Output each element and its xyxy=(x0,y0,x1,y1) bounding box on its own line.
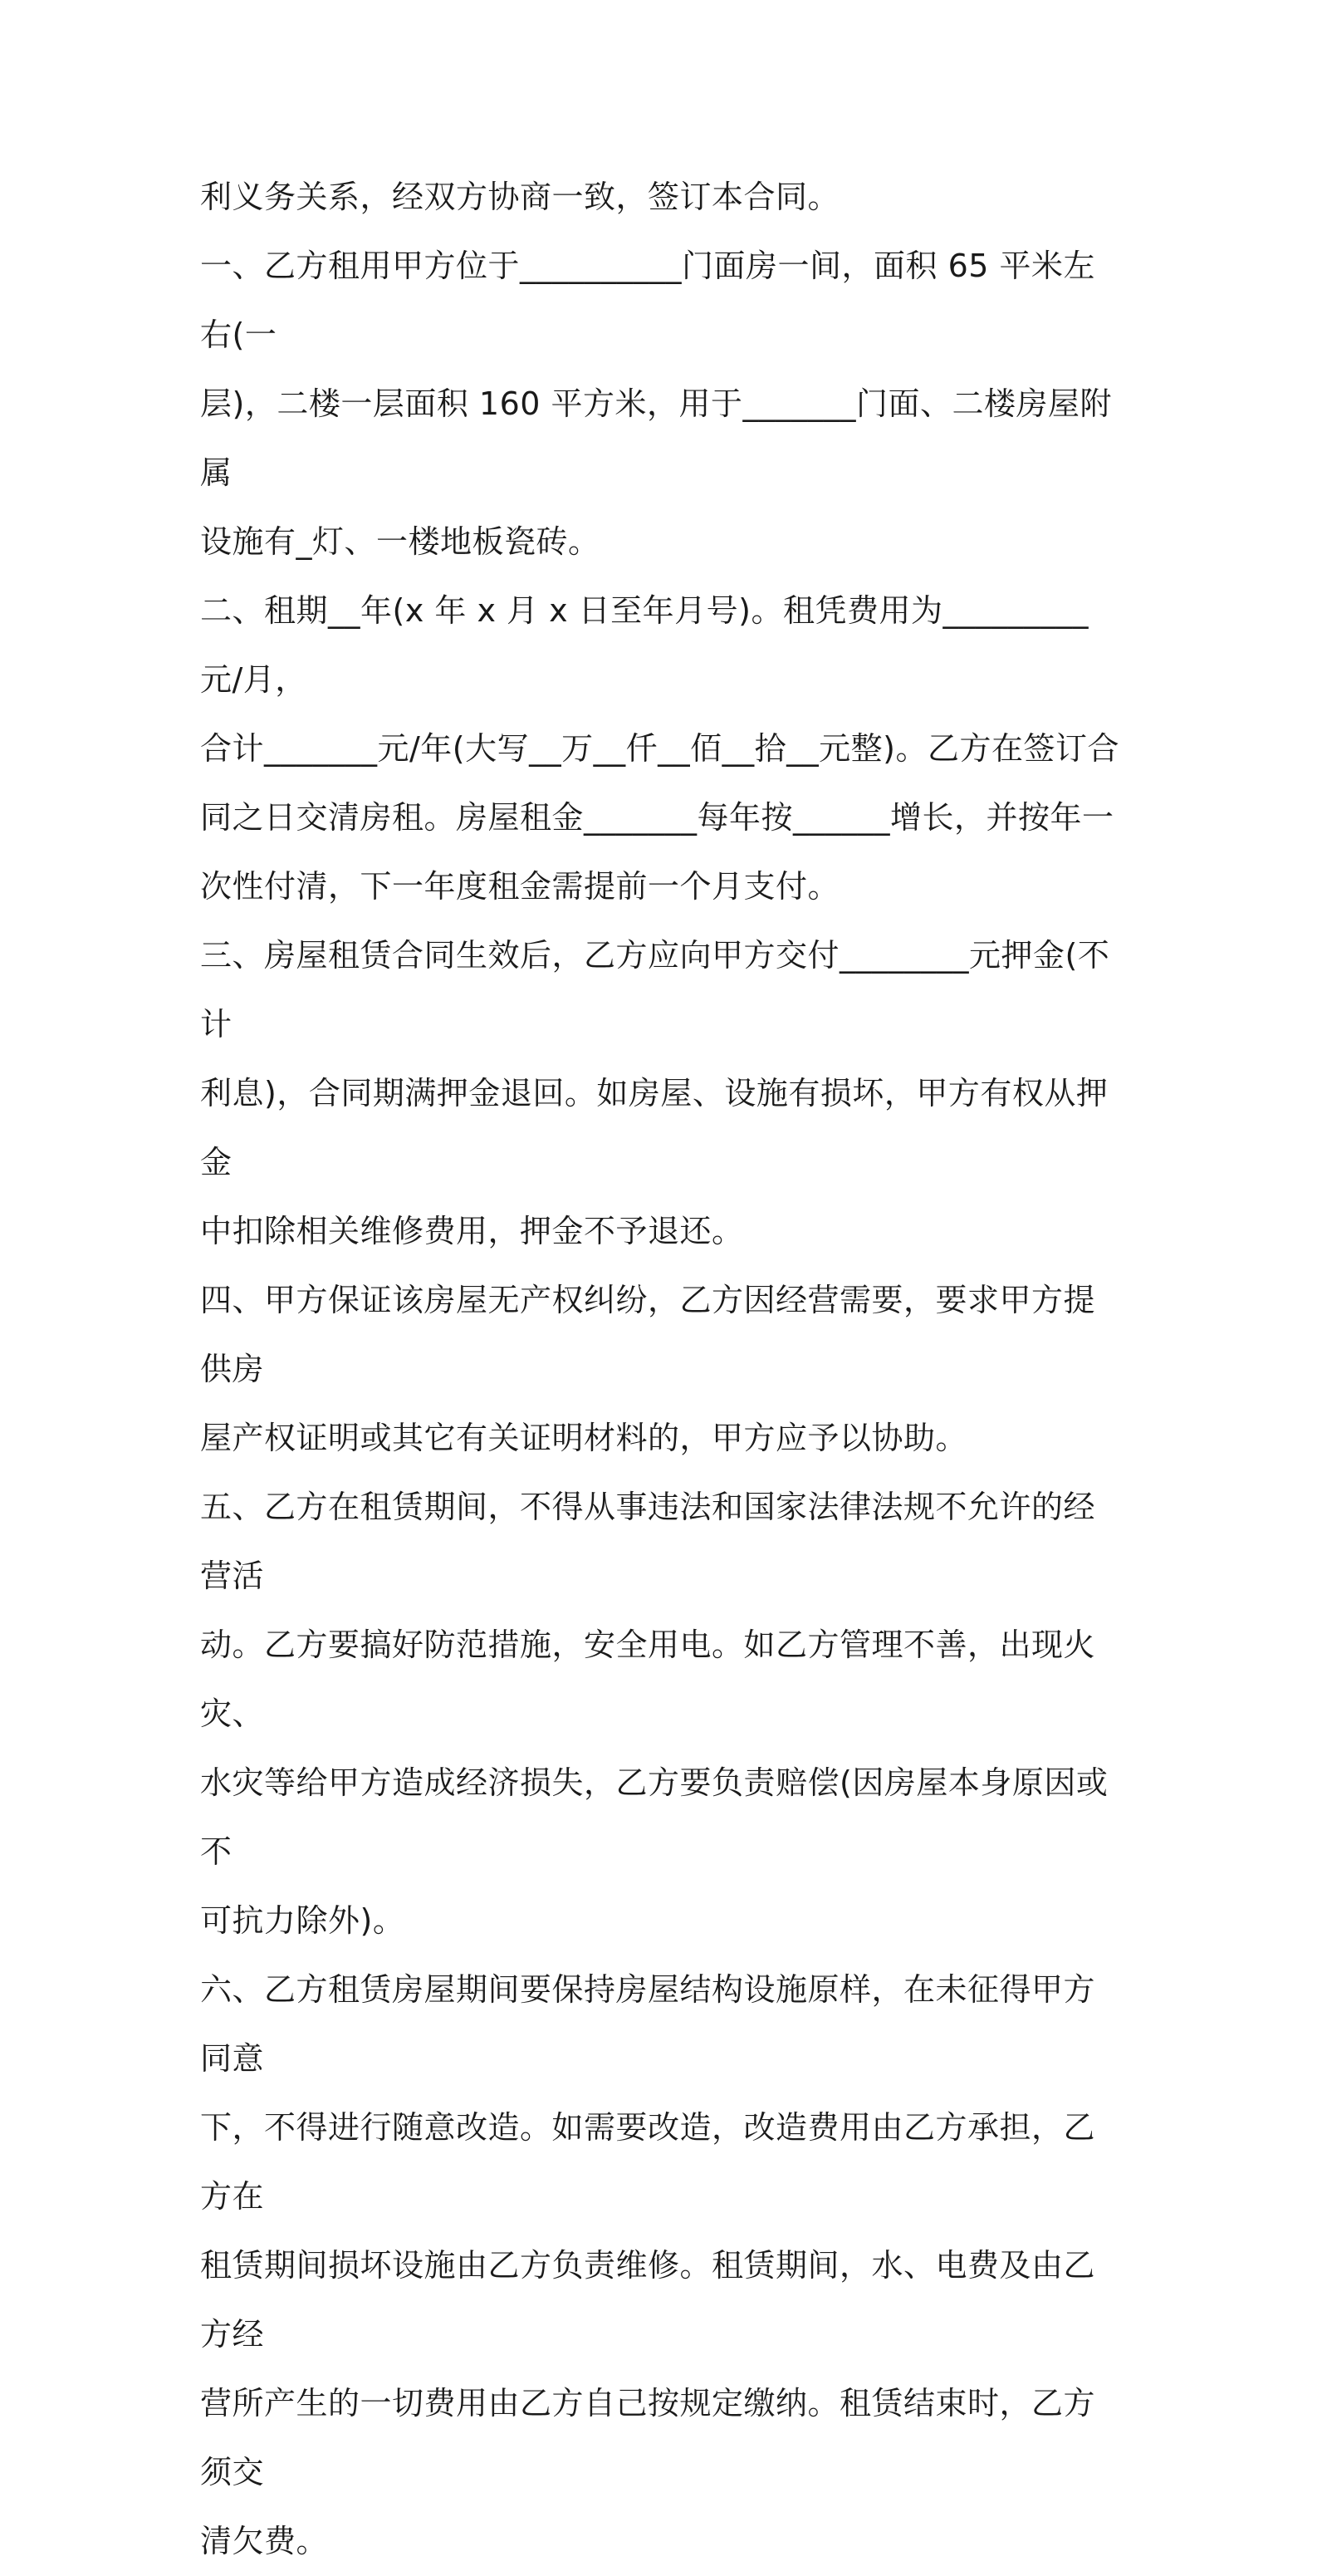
intro-paragraph: 利义务关系，经双方协商一致，签订本合同。 xyxy=(200,179,840,215)
clause-1-paragraph: 一、乙方租用甲方位于__________门面房一间，面积 65 平米左右(一 层)，二楼一层面积 160 平方米，用于_______门面、二楼房屋附属 设施有_灯、一楼地板瓷砖。 xyxy=(200,248,1113,560)
clause-4-paragraph: 四、甲方保证该房屋无产权纠纷，乙方因经营需要，要求甲方提供房 屋产权证明或其它有关证明材料的，甲方应予以协助。 xyxy=(200,1282,1096,1456)
clause-2-paragraph: 二、租期__年(x 年 x 月 x 日至年月号)。租凭费用为_________元/月， 合计_______元/年(大写__万__仟__佰__拾__元整)。乙方在签订合 同之日交清房租。房屋租金_______每年按______增长，并按年一 次性付清，下一年度租金需提前一个月支付。 xyxy=(200,592,1119,905)
clause-6-paragraph: 六、乙方租赁房屋期间要保持房屋结构设施原样，在未征得甲方同意 下，不得进行随意改造。如需要改造，改造费用由乙方承担，乙方在 租赁期间损坏设施由乙方负责维修。租赁期间，水、电费及由乙方经 营所产生的一切费用由乙方自己按规定缴纳。租赁结束时，乙方须交 清欠费。 xyxy=(200,1971,1096,2559)
contract-body xyxy=(200,163,1126,2576)
clause-5-paragraph: 五、乙方在租赁期间，不得从事违法和国家法律法规不允许的经营活 动。乙方要搞好防范措施，安全用电。如乙方管理不善，出现火灾、 水灾等给甲方造成经济损失，乙方要负责赔偿(因房屋本身原因或不 可抗力除外)。 xyxy=(200,1489,1109,1939)
clause-3-paragraph: 三、房屋租赁合同生效后，乙方应向甲方交付________元押金(不计 利息)，合同期满押金退回。如房屋、设施有损坏，甲方有权从押金 中扣除相关维修费用，押金不予退还。 xyxy=(200,937,1110,1249)
